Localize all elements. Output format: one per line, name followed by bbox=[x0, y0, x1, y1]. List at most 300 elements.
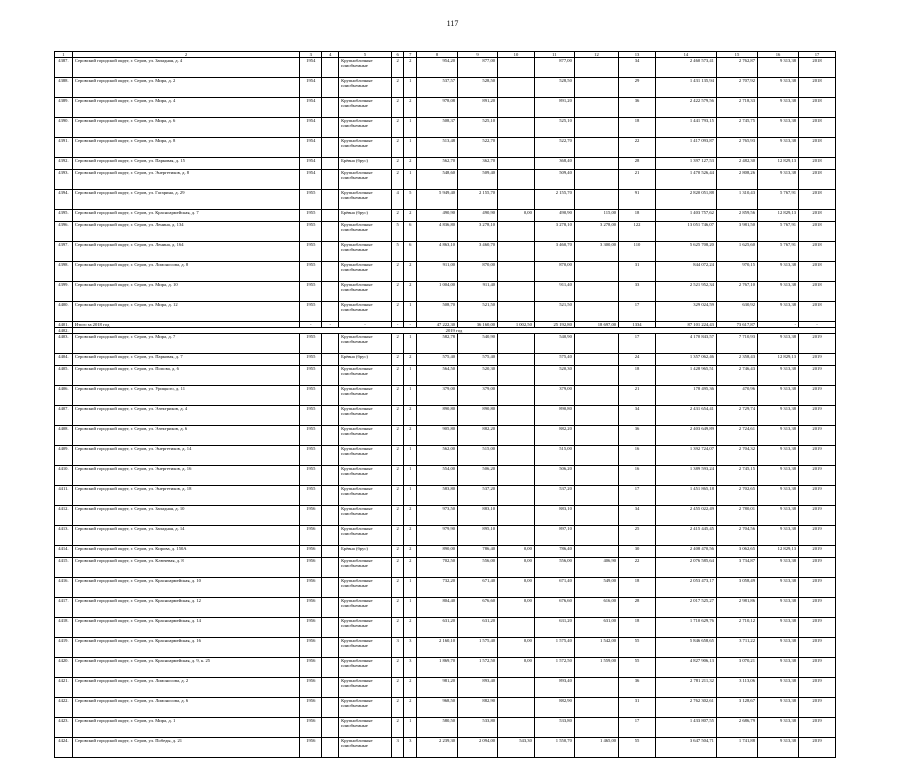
area-cell: 891,20 bbox=[458, 98, 498, 118]
total-area-cell: 905,80 bbox=[417, 426, 458, 446]
plan-year-cell: 2018 bbox=[799, 138, 836, 158]
plan-year-cell: 2019 bbox=[799, 678, 836, 698]
address-cell: Серовский городской округ, г. Серов, ул. Энергетиков, д. 14 bbox=[72, 446, 299, 466]
col4-cell bbox=[322, 546, 339, 558]
col11-cell: 877,00 bbox=[534, 58, 574, 78]
entrances-cell: 1 bbox=[404, 138, 417, 158]
area-cell: 883,10 bbox=[458, 506, 498, 526]
header-cell: 4 bbox=[322, 52, 339, 58]
col10-cell bbox=[498, 118, 535, 138]
col12-cell: 631,00 bbox=[574, 618, 618, 638]
col11-cell: 882,20 bbox=[534, 426, 574, 446]
col10-cell bbox=[498, 618, 535, 638]
year-built-cell: 1955 bbox=[300, 426, 322, 446]
col11-cell: 368,40 bbox=[534, 158, 574, 170]
address-cell: Серовский городской округ, г. Серов, ул. Красноармейская, д. 9, к. 25 bbox=[72, 658, 299, 678]
wall-material-cell: - bbox=[339, 322, 392, 328]
col12-cell bbox=[574, 698, 618, 718]
max-cost-cell: 9 313,38 bbox=[758, 170, 799, 190]
plan-year-cell: 2019 bbox=[799, 354, 836, 366]
entrances-cell: 1 bbox=[404, 334, 417, 354]
address-cell: Серовский городской округ, г. Серов, ул. Мира, д. 12 bbox=[72, 302, 299, 322]
wall-material-cell: Крупноблочные плиобъемные bbox=[339, 98, 392, 118]
row-number-cell: 4403. bbox=[55, 334, 73, 354]
entrances-cell: 6 bbox=[404, 242, 417, 262]
col12-cell: 1 559,00 bbox=[574, 658, 618, 678]
residents-cell: 18 bbox=[619, 366, 656, 386]
area-cell: 528,50 bbox=[458, 78, 498, 98]
wall-material-cell: Крупноблочные плиобъемные bbox=[339, 466, 392, 486]
address-cell: Серовский городской округ, г. Серов, ул. Мира, д. 1 bbox=[72, 718, 299, 738]
floors-cell: 2 bbox=[391, 78, 404, 98]
repair-cost-cell: 2 781 211,32 bbox=[655, 678, 716, 698]
max-cost-cell: 9 313,38 bbox=[758, 78, 799, 98]
year-label-cell: 2019 год bbox=[72, 328, 835, 334]
repair-cost-cell: 329 024,59 bbox=[655, 302, 716, 322]
area-cell: 882,20 bbox=[458, 426, 498, 446]
residents-cell: 110 bbox=[619, 242, 656, 262]
col11-cell: 506,20 bbox=[534, 466, 574, 486]
col11-cell: 891,20 bbox=[534, 98, 574, 118]
floors-cell: 2 bbox=[391, 506, 404, 526]
repair-cost-cell: 13 051 746,07 bbox=[655, 222, 716, 242]
entrances-cell: 2 bbox=[404, 526, 417, 546]
wall-material-cell: Крупноблочные плиобъемные bbox=[339, 598, 392, 618]
entrances-cell: 2 bbox=[404, 354, 417, 366]
floors-cell: 2 bbox=[391, 118, 404, 138]
floors-cell: 2 bbox=[391, 354, 404, 366]
plan-year-cell: 2019 bbox=[799, 486, 836, 506]
col11-cell: 786,40 bbox=[534, 546, 574, 558]
cost-per-m2-cell: 2 746,43 bbox=[716, 366, 757, 386]
area-cell: 3 278,10 bbox=[458, 222, 498, 242]
col4-cell bbox=[322, 78, 339, 98]
col11-cell: 537,20 bbox=[534, 486, 574, 506]
entrances-cell: 2 bbox=[404, 210, 417, 222]
col4-cell bbox=[322, 466, 339, 486]
col10-cell: 0,00 bbox=[498, 578, 535, 598]
entrances-cell: 1 bbox=[404, 466, 417, 486]
col4-cell bbox=[322, 190, 339, 210]
total-area-cell: 548,60 bbox=[417, 170, 458, 190]
col10-cell: 0,00 bbox=[498, 658, 535, 678]
header-cell: 6 bbox=[391, 52, 404, 58]
address-cell: Серовский городской округ, г. Серов, ул. Мира, д. 7 bbox=[72, 334, 299, 354]
col4-cell bbox=[322, 98, 339, 118]
year-built-cell: 1955 bbox=[300, 354, 322, 366]
table-row bbox=[55, 242, 836, 262]
year-built-cell: 1956 bbox=[300, 526, 322, 546]
wall-material-cell: Крупноблочные плиобъемные bbox=[339, 506, 392, 526]
max-cost-cell: 9 313,38 bbox=[758, 118, 799, 138]
floors-cell: 2 bbox=[391, 262, 404, 282]
repair-cost-cell: 2 422 579,56 bbox=[655, 98, 716, 118]
cost-per-m2-cell: 2 808,26 bbox=[716, 170, 757, 190]
wall-material-cell: Крупноблочные плиобъемные bbox=[339, 558, 392, 578]
col4-cell bbox=[322, 558, 339, 578]
col4-cell bbox=[322, 426, 339, 446]
cost-per-m2-cell: 2 745,15 bbox=[716, 466, 757, 486]
cost-per-m2-cell: 970,15 bbox=[716, 262, 757, 282]
total-area-cell: 513,48 bbox=[417, 138, 458, 158]
col4-cell bbox=[322, 58, 339, 78]
cost-per-m2-cell: 3 981,50 bbox=[716, 222, 757, 242]
cost-per-m2-cell: 470,96 bbox=[716, 386, 757, 406]
col11-cell: 911,40 bbox=[534, 282, 574, 302]
col12-cell: 115,00 bbox=[574, 210, 618, 222]
wall-material-cell: Крупноблочные плиобъемные bbox=[339, 138, 392, 158]
max-cost-cell: 9 313,38 bbox=[758, 526, 799, 546]
cost-per-m2-cell: 2 686,79 bbox=[716, 718, 757, 738]
entrances-cell: 3 bbox=[404, 658, 417, 678]
repair-cost-cell: 2 403 649,89 bbox=[655, 426, 716, 446]
plan-year-cell: 2019 bbox=[799, 526, 836, 546]
cost-per-m2-cell: 2 702,65 bbox=[716, 486, 757, 506]
max-cost-cell: 9 313,38 bbox=[758, 638, 799, 658]
year-built-cell: 1955 bbox=[300, 222, 322, 242]
address-cell: Серовский городской округ, г. Серов, ул. Ломоносова, д. 2 bbox=[72, 678, 299, 698]
entrances-cell: 2 bbox=[404, 426, 417, 446]
col4-cell: - bbox=[322, 322, 339, 328]
residents-cell: 31 bbox=[619, 262, 656, 282]
housing-register-table bbox=[54, 51, 836, 758]
col4-cell bbox=[322, 578, 339, 598]
entrances-cell: 1 bbox=[404, 446, 417, 466]
address-cell: Серовский городской округ, г. Серов, ул. Энергетиков, д. 16 bbox=[72, 466, 299, 486]
plan-year-cell: - bbox=[799, 322, 836, 328]
year-built-cell: 1956 bbox=[300, 718, 322, 738]
max-cost-cell: 9 313,38 bbox=[758, 578, 799, 598]
total-area-cell: 973,50 bbox=[417, 506, 458, 526]
col12-cell bbox=[574, 138, 618, 158]
col11-cell: 520,30 bbox=[534, 366, 574, 386]
col11-cell: 870,00 bbox=[534, 262, 574, 282]
col4-cell bbox=[322, 506, 339, 526]
col10-cell: 0,00 bbox=[498, 210, 535, 222]
residents-cell: 17 bbox=[619, 334, 656, 354]
wall-material-cell: Крупноблочные плиобъемные bbox=[339, 718, 392, 738]
residents-cell: 24 bbox=[619, 354, 656, 366]
col10-cell bbox=[498, 386, 535, 406]
area-cell: 676,60 bbox=[458, 598, 498, 618]
table-row bbox=[55, 58, 836, 78]
row-number-cell: 4390. bbox=[55, 118, 73, 138]
col12-cell bbox=[574, 58, 618, 78]
cost-per-m2-cell: 3 058,49 bbox=[716, 578, 757, 598]
table-row bbox=[55, 334, 836, 354]
total-area-cell: 537,57 bbox=[417, 78, 458, 98]
entrances-cell: 2 bbox=[404, 406, 417, 426]
residents-cell: 18 bbox=[619, 618, 656, 638]
col11-cell: 379,00 bbox=[534, 386, 574, 406]
table-row bbox=[55, 366, 836, 386]
area-cell: 895,10 bbox=[458, 526, 498, 546]
total-area-cell: 562,70 bbox=[417, 158, 458, 170]
residents-cell: 34 bbox=[619, 406, 656, 426]
year-built-cell: 1954 bbox=[300, 170, 322, 190]
repair-cost-cell: 2 076 585,64 bbox=[655, 558, 716, 578]
total-area-cell: 890,00 bbox=[417, 546, 458, 558]
row-number-cell: 4404. bbox=[55, 354, 73, 366]
repair-cost-cell: 2 762 302,61 bbox=[655, 698, 716, 718]
address-cell: Серовский городской округ, г. Серов, ул. Мира, д. 6 bbox=[72, 118, 299, 138]
col11-cell: 882,90 bbox=[534, 698, 574, 718]
col10-cell: 0,00 bbox=[498, 558, 535, 578]
total-area-cell: 979,90 bbox=[417, 526, 458, 546]
table-row bbox=[55, 618, 836, 638]
floors-cell: 2 bbox=[391, 386, 404, 406]
plan-year-cell: 2019 bbox=[799, 426, 836, 446]
cost-per-m2-cell: 3 062,65 bbox=[716, 546, 757, 558]
col11-cell: 676,60 bbox=[534, 598, 574, 618]
wall-material-cell: Крупноблочные плиобъемные bbox=[339, 170, 392, 190]
max-cost-cell: 9 313,38 bbox=[758, 282, 799, 302]
wall-material-cell: Крупноблочные плиобъемные bbox=[339, 526, 392, 546]
plan-year-cell: 2019 bbox=[799, 406, 836, 426]
wall-material-cell: Крупноблочные плиобъемные bbox=[339, 698, 392, 718]
wall-material-cell: Брёвна (брус) bbox=[339, 210, 392, 222]
wall-material-cell: Крупноблочные плиобъемные bbox=[339, 366, 392, 386]
total-area-cell: 564,50 bbox=[417, 366, 458, 386]
col10-cell bbox=[498, 506, 535, 526]
repair-cost-cell: 87 101 224,43 bbox=[655, 322, 716, 328]
residents-cell: 55 bbox=[619, 738, 656, 758]
row-number-cell: 4387. bbox=[55, 58, 73, 78]
year-built-cell: 1955 bbox=[300, 190, 322, 210]
repair-cost-cell: 4 170 843,57 bbox=[655, 334, 716, 354]
address-cell: Серовский городской округ, г. Серов, ул. Парковая, д. 15 bbox=[72, 158, 299, 170]
cost-per-m2-cell: 2 729,74 bbox=[716, 406, 757, 426]
table-row bbox=[55, 354, 836, 366]
area-cell: 1 575,40 bbox=[458, 638, 498, 658]
area-cell: 522,70 bbox=[458, 138, 498, 158]
residents-cell: 17 bbox=[619, 718, 656, 738]
plan-year-cell: 2018 bbox=[799, 98, 836, 118]
header-cell: 2 bbox=[72, 52, 299, 58]
wall-material-cell: Крупноблочные плиобъемные bbox=[339, 618, 392, 638]
header-cell: 11 bbox=[534, 52, 574, 58]
entrances-cell: 6 bbox=[404, 222, 417, 242]
address-cell: Серовский городской округ, г. Серов, ул. Западная, д. 4 bbox=[72, 58, 299, 78]
repair-cost-cell: 1 451 865,18 bbox=[655, 486, 716, 506]
table-row bbox=[55, 466, 836, 486]
plan-year-cell: 2018 bbox=[799, 282, 836, 302]
address-cell: Серовский городской округ, г. Серов, ул. Мира, д. 2 bbox=[72, 78, 299, 98]
col4-cell bbox=[322, 158, 339, 170]
area-cell: 506,20 bbox=[458, 466, 498, 486]
col11-cell: 522,70 bbox=[534, 138, 574, 158]
col4-cell bbox=[322, 446, 339, 466]
address-cell: Серовский городской округ, г. Серов, ул. Гагарина, д. 29 bbox=[72, 190, 299, 210]
table-row bbox=[55, 426, 836, 446]
year-built-cell: 1955 bbox=[300, 262, 322, 282]
wall-material-cell: Крупноблочные плиобъемные bbox=[339, 678, 392, 698]
col10-cell bbox=[498, 242, 535, 262]
col10-cell bbox=[498, 406, 535, 426]
col10-cell: 0,00 bbox=[498, 546, 535, 558]
area-cell: 540,90 bbox=[458, 334, 498, 354]
year-built-cell: 1955 bbox=[300, 282, 322, 302]
wall-material-cell: Крупноблочные плиобъемные bbox=[339, 118, 392, 138]
col12-cell bbox=[574, 546, 618, 558]
floors-cell: 2 bbox=[391, 526, 404, 546]
cost-per-m2-cell: 1 310,43 bbox=[716, 190, 757, 210]
row-number-cell: 4415. bbox=[55, 558, 73, 578]
year-built-cell: 1956 bbox=[300, 698, 322, 718]
year-built-cell: 1955 bbox=[300, 406, 322, 426]
max-cost-cell: 12 829,13 bbox=[758, 210, 799, 222]
cost-per-m2-cell: 2 765,93 bbox=[716, 138, 757, 158]
cost-per-m2-cell: 2 762,87 bbox=[716, 58, 757, 78]
col12-cell bbox=[574, 426, 618, 446]
col4-cell bbox=[322, 698, 339, 718]
cost-per-m2-cell: 2 981,86 bbox=[716, 598, 757, 618]
total-area-cell: 562,00 bbox=[417, 446, 458, 466]
repair-cost-cell: 2 408 470,56 bbox=[655, 546, 716, 558]
address-cell: Серовский городской округ, г. Серов, ул. Ленина, д. 164 bbox=[72, 242, 299, 262]
col4-cell bbox=[322, 386, 339, 406]
row-number-cell: 4423. bbox=[55, 718, 73, 738]
wall-material-cell: Крупноблочные плиобъемные bbox=[339, 78, 392, 98]
max-cost-cell: 9 313,38 bbox=[758, 138, 799, 158]
year-built-cell: 1954 bbox=[300, 78, 322, 98]
floors-cell: 2 bbox=[391, 406, 404, 426]
col12-cell bbox=[574, 98, 618, 118]
table-row bbox=[55, 546, 836, 558]
col12-cell bbox=[574, 302, 618, 322]
plan-year-cell: 2018 bbox=[799, 78, 836, 98]
table-row bbox=[55, 222, 836, 242]
entrances-cell: 1 bbox=[404, 598, 417, 618]
total-area-cell: 582,78 bbox=[417, 334, 458, 354]
residents-cell: 36 bbox=[619, 678, 656, 698]
col10-cell: 0,00 bbox=[498, 638, 535, 658]
col4-cell bbox=[322, 526, 339, 546]
year-built-cell: 1956 bbox=[300, 738, 322, 758]
header-cell: 12 bbox=[574, 52, 618, 58]
floors-cell: 2 bbox=[391, 546, 404, 558]
area-cell: 631,20 bbox=[458, 618, 498, 638]
max-cost-cell: 9 313,38 bbox=[758, 262, 799, 282]
floors-cell: 2 bbox=[391, 446, 404, 466]
plan-year-cell: 2018 bbox=[799, 210, 836, 222]
row-number-cell: 4416. bbox=[55, 578, 73, 598]
wall-material-cell: Крупноблочные плиобъемные bbox=[339, 58, 392, 78]
address-cell: Серовский городской округ, г. Серов, ул. Победы, д. 21 bbox=[72, 738, 299, 758]
col12-cell bbox=[574, 386, 618, 406]
total-area-cell: 508,37 bbox=[417, 118, 458, 138]
plan-year-cell: 2019 bbox=[799, 658, 836, 678]
col11-cell: 575,40 bbox=[534, 354, 574, 366]
entrances-cell: 1 bbox=[404, 578, 417, 598]
entrances-cell: 2 bbox=[404, 58, 417, 78]
col4-cell bbox=[322, 598, 339, 618]
floors-cell: 2 bbox=[391, 718, 404, 738]
entrances-cell: 1 bbox=[404, 170, 417, 190]
col4-cell bbox=[322, 638, 339, 658]
col10-cell bbox=[498, 98, 535, 118]
entrances-cell: 2 bbox=[404, 546, 417, 558]
floors-cell: 5 bbox=[391, 242, 404, 262]
col12-cell: 18 697,00 bbox=[574, 322, 618, 328]
row-number-cell: 4418. bbox=[55, 618, 73, 638]
total-area-cell: 490,90 bbox=[417, 210, 458, 222]
header-cell: 16 bbox=[758, 52, 799, 58]
residents-cell: 36 bbox=[619, 98, 656, 118]
year-built-cell: 1956 bbox=[300, 618, 322, 638]
repair-cost-cell: 178 495,36 bbox=[655, 386, 716, 406]
repair-cost-cell: 1 392 724,07 bbox=[655, 446, 716, 466]
repair-cost-cell: 2 460 573,41 bbox=[655, 58, 716, 78]
col11-cell: 883,10 bbox=[534, 506, 574, 526]
residents-cell: 91 bbox=[619, 190, 656, 210]
address-cell: Серовский городской округ, г. Серов, ул. Мира, д. 10 bbox=[72, 282, 299, 302]
col12-cell bbox=[574, 190, 618, 210]
residents-cell: 28 bbox=[619, 158, 656, 170]
wall-material-cell: Крупноблочные плиобъемные bbox=[339, 302, 392, 322]
cost-per-m2-cell: 3 128,67 bbox=[716, 698, 757, 718]
max-cost-cell: 9 313,38 bbox=[758, 406, 799, 426]
row-number-cell: 4399. bbox=[55, 282, 73, 302]
cost-per-m2-cell: 2 358,43 bbox=[716, 354, 757, 366]
wall-material-cell: Крупноблочные плиобъемные bbox=[339, 190, 392, 210]
max-cost-cell: 12 829,13 bbox=[758, 546, 799, 558]
year-built-cell: 1955 bbox=[300, 366, 322, 386]
year-built-cell: 1956 bbox=[300, 658, 322, 678]
col4-cell bbox=[322, 262, 339, 282]
repair-cost-cell: 5 846 658,65 bbox=[655, 638, 716, 658]
table-row bbox=[55, 406, 836, 426]
wall-material-cell: Крупноблочные плиобъемные bbox=[339, 386, 392, 406]
address-cell: Серовский городской округ, г. Серов, ул. Красноармейская, д. 16 bbox=[72, 638, 299, 658]
address-cell: Серовский городской округ, г. Серов, ул. Ломоносова, д. 8 bbox=[72, 262, 299, 282]
col11-cell: 1 575,40 bbox=[534, 638, 574, 658]
cost-per-m2-cell: 2 710,12 bbox=[716, 618, 757, 638]
floors-cell: 2 bbox=[391, 678, 404, 698]
area-cell: 911,40 bbox=[458, 282, 498, 302]
residents-cell: 1334 bbox=[619, 322, 656, 328]
row-number-cell: 4407. bbox=[55, 406, 73, 426]
table-row bbox=[55, 678, 836, 698]
residents-cell: 36 bbox=[619, 426, 656, 446]
plan-year-cell: 2019 bbox=[799, 698, 836, 718]
cost-per-m2-cell: 2 780,01 bbox=[716, 506, 757, 526]
plan-year-cell: 2019 bbox=[799, 618, 836, 638]
header-cell: 10 bbox=[498, 52, 535, 58]
residents-cell: 34 bbox=[619, 58, 656, 78]
repair-cost-cell: 2 053 473,17 bbox=[655, 578, 716, 598]
wall-material-cell: Брёвна (брус) bbox=[339, 546, 392, 558]
row-number-cell: 4409. bbox=[55, 446, 73, 466]
total-area-cell: 554,00 bbox=[417, 466, 458, 486]
total-area-cell: 5 949,40 bbox=[417, 190, 458, 210]
residents-cell: 18 bbox=[619, 210, 656, 222]
row-number-cell: 4424. bbox=[55, 738, 73, 758]
entrances-cell: - bbox=[404, 322, 417, 328]
col12-cell bbox=[574, 158, 618, 170]
address-cell: Серовский городской округ, г. Серов, ул. Ключевая, д. 8 bbox=[72, 558, 299, 578]
max-cost-cell: 9 313,38 bbox=[758, 558, 799, 578]
max-cost-cell: 9 313,38 bbox=[758, 598, 799, 618]
row-number-cell: 4393. bbox=[55, 170, 73, 190]
col11-cell: 631,20 bbox=[534, 618, 574, 638]
cost-per-m2-cell: 3 734,87 bbox=[716, 558, 757, 578]
plan-year-cell: 2018 bbox=[799, 190, 836, 210]
col10-cell bbox=[498, 698, 535, 718]
col12-cell: 549,00 bbox=[574, 578, 618, 598]
max-cost-cell: 9 313,38 bbox=[758, 98, 799, 118]
plan-year-cell: 2018 bbox=[799, 118, 836, 138]
